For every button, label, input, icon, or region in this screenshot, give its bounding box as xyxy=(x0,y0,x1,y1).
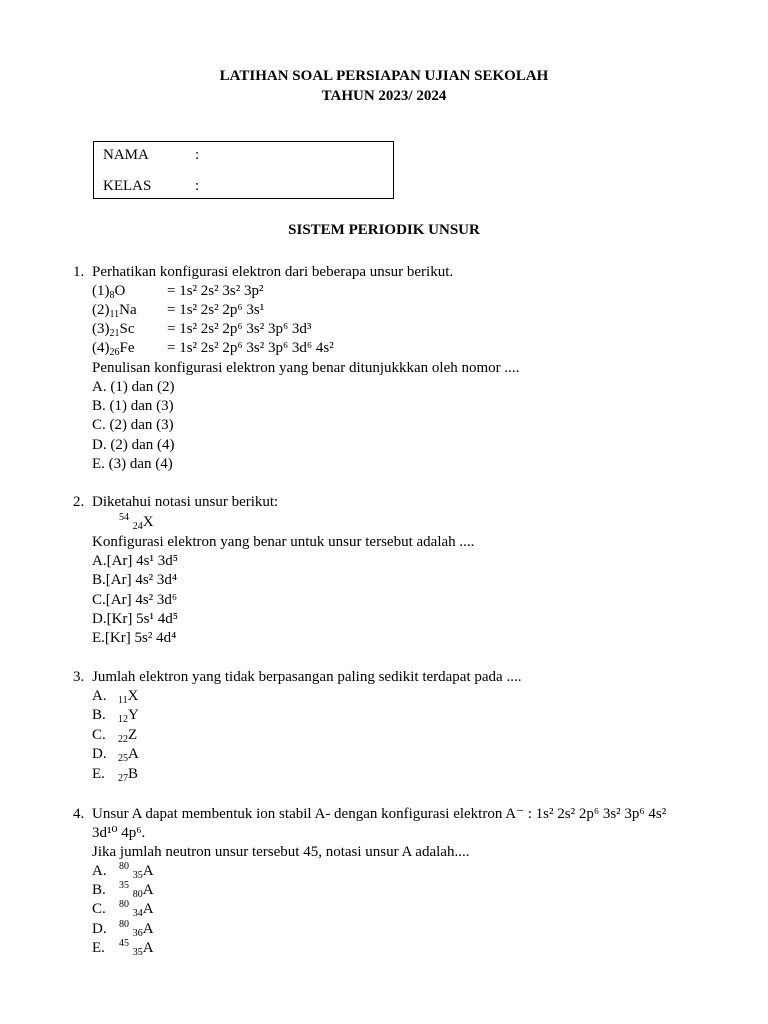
answer-option-d[interactable]: D. $^{80}$ $_{36}$A xyxy=(92,919,154,939)
answer-option-c[interactable]: C. (2) dan (3) xyxy=(92,417,174,433)
question-number: 3. xyxy=(73,669,85,685)
name-colon: : xyxy=(195,147,200,163)
question-text-continued: 3d¹⁰ 4p⁶. xyxy=(92,825,146,841)
answer-option-e[interactable]: E. $_{27}$B xyxy=(92,766,139,784)
class-label: KELAS xyxy=(103,178,152,194)
answer-option-c[interactable]: C. $^{80}$ $_{34}$A xyxy=(92,899,154,919)
document-title: LATIHAN SOAL PERSIAPAN UJIAN SEKOLAH xyxy=(219,68,549,84)
answer-option-b[interactable]: B. $^{35}$ $_{80}$A xyxy=(92,880,154,900)
name-label: NAMA xyxy=(103,147,149,163)
answer-option-b[interactable]: B. (1) dan (3) xyxy=(92,398,174,414)
answer-option-d[interactable]: D. (2) dan (4) xyxy=(92,437,175,453)
answer-option-c[interactable]: C. $_{22}$Z xyxy=(92,727,138,745)
element-notation: $^{54}$ $_{24}$X xyxy=(119,512,154,532)
config-item: $(4)_{26}Fe$ = 1s² 2s² 2p⁶ 3s² 3p⁶ 3d⁶ 4s² xyxy=(92,340,334,358)
answer-option-e[interactable]: E.[Kr] 5s² 4d⁴ xyxy=(92,630,177,646)
config-item: $(2)_{11}Na$ = 1s² 2s² 2p⁶ 3s¹ xyxy=(92,302,265,320)
question-text: Jumlah elektron yang tidak berpasangan paling sedikit terdapat pada .... xyxy=(92,669,522,685)
config-value: = 1s² 2s² 2p⁶ 3s² 3p⁶ 3d⁶ 4s² xyxy=(167,340,334,356)
question-number: 2. xyxy=(73,494,85,510)
answer-option-a[interactable]: A. $_{11}$X xyxy=(92,688,139,706)
config-value: = 1s² 2s² 3s² 3p² xyxy=(167,283,264,299)
question-prompt: Jika jumlah neutron unsur tersebut 45, notasi unsur A adalah.... xyxy=(92,844,470,860)
answer-option-b[interactable]: B.[Ar] 4s² 3d⁴ xyxy=(92,572,178,588)
question-number: 1. xyxy=(73,264,85,280)
answer-option-b[interactable]: B. $_{12}$Y xyxy=(92,707,139,725)
question-prompt: Penulisan konfigurasi elektron yang benar ditunjukkkan oleh nomor .... xyxy=(92,360,520,376)
question-prompt: Konfigurasi elektron yang benar untuk unsur tersebut adalah .... xyxy=(92,534,475,550)
answer-option-c[interactable]: C.[Ar] 4s² 3d⁶ xyxy=(92,592,178,608)
question-text: Perhatikan konfigurasi elektron dari beberapa unsur berikut. xyxy=(92,264,454,280)
question-text: Unsur A dapat membentuk ion stabil A- dengan konfigurasi elektron A⁻ : 1s² 2s² 2p⁶ 3s² 3p⁶ 4s² xyxy=(92,806,667,822)
question-text: Diketahui notasi unsur berikut: xyxy=(92,494,279,510)
answer-option-d[interactable]: D. $_{25}$A xyxy=(92,746,139,764)
answer-option-a[interactable]: A. $^{80}$ $_{35}$A xyxy=(92,861,154,881)
config-item: $(3)_{21}Sc$ = 1s² 2s² 2p⁶ 3s² 3p⁶ 3d³ xyxy=(92,321,312,339)
question-number: 4. xyxy=(73,806,85,822)
answer-option-e[interactable]: E. (3) dan (4) xyxy=(92,456,173,472)
answer-option-e[interactable]: E. $^{45}$ $_{35}$A xyxy=(92,938,154,958)
identity-box xyxy=(93,141,394,199)
answer-option-d[interactable]: D.[Kr] 5s¹ 4d⁵ xyxy=(92,611,178,627)
class-colon: : xyxy=(195,178,200,194)
answer-option-a[interactable]: A. (1) dan (2) xyxy=(92,379,175,395)
document-subtitle: TAHUN 2023/ 2024 xyxy=(321,88,447,104)
config-item: $(1)_8O$ = 1s² 2s² 3s² 3p² xyxy=(92,283,264,301)
section-title: SISTEM PERIODIK UNSUR xyxy=(288,222,480,238)
config-value: = 1s² 2s² 2p⁶ 3s² 3p⁶ 3d³ xyxy=(167,321,312,337)
config-value: = 1s² 2s² 2p⁶ 3s¹ xyxy=(167,302,265,318)
answer-option-a[interactable]: A.[Ar] 4s¹ 3d⁵ xyxy=(92,553,178,569)
